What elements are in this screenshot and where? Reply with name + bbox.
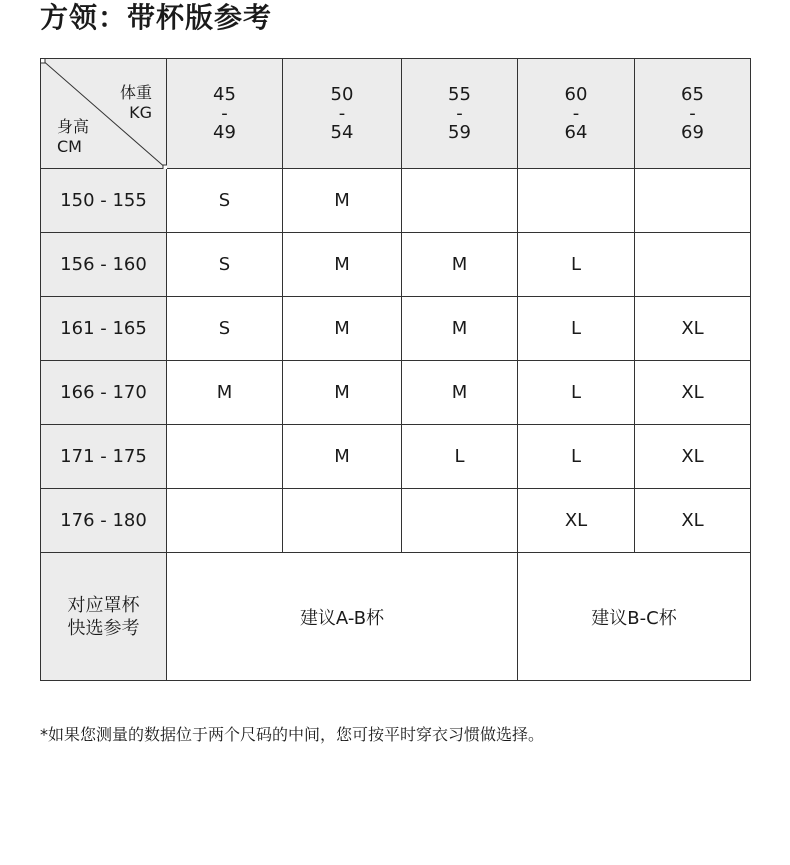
- size-cell: M: [283, 169, 402, 233]
- size-cell: M: [402, 233, 518, 297]
- height-range-cell: 166 - 170: [41, 361, 167, 425]
- cup-quick-reference-label: [41, 553, 167, 681]
- weight-range-header: [402, 59, 518, 169]
- weight-range-sep: -: [456, 103, 463, 124]
- weight-range-header: [167, 59, 283, 169]
- size-cell: M: [283, 233, 402, 297]
- weight-unit: KG: [129, 103, 152, 122]
- size-cell: L: [402, 425, 518, 489]
- size-cell: [635, 169, 751, 233]
- weight-label: 体重: [119, 83, 152, 102]
- height-header: [57, 117, 89, 157]
- corner-header-cell: [41, 59, 167, 169]
- weight-range-sep: -: [689, 103, 696, 124]
- page-title: 方领：带杯版参考: [40, 1, 273, 34]
- height-range-cell: 156 - 160: [41, 233, 167, 297]
- size-cell: M: [283, 361, 402, 425]
- cup-suggestion-row: [41, 553, 751, 681]
- cup-suggestion-bc: 建议B-C杯: [518, 553, 751, 681]
- table-row: [41, 425, 751, 489]
- weight-range-to: 64: [564, 122, 588, 143]
- size-cell: S: [167, 297, 283, 361]
- weight-range-to: 54: [330, 122, 354, 143]
- size-cell: [283, 489, 402, 553]
- size-cell: XL: [635, 489, 751, 553]
- size-cell: L: [518, 233, 635, 297]
- table-row: [41, 169, 751, 233]
- height-unit: CM: [57, 137, 82, 156]
- size-cell: [167, 425, 283, 489]
- size-cell: M: [167, 361, 283, 425]
- table-row: [41, 297, 751, 361]
- weight-range-to: 69: [681, 122, 704, 143]
- height-range-cell: 150 - 155: [41, 169, 167, 233]
- weight-range-from: 45: [213, 84, 236, 105]
- weight-range-to: 49: [213, 122, 236, 143]
- weight-range-from: 60: [564, 84, 588, 105]
- size-cell: S: [167, 233, 283, 297]
- size-cell: M: [283, 297, 402, 361]
- height-range-cell: 171 - 175: [41, 425, 167, 489]
- size-cell: [167, 489, 283, 553]
- table-row: [41, 233, 751, 297]
- height-label: 身高: [57, 117, 90, 136]
- resize-handle-top-left: [41, 59, 45, 63]
- weight-range-sep: -: [221, 103, 228, 124]
- size-cell: L: [518, 361, 635, 425]
- size-chart-table: [40, 58, 751, 681]
- size-cell: XL: [635, 425, 751, 489]
- height-range-cell: 176 - 180: [41, 489, 167, 553]
- weight-range-to: 59: [448, 122, 471, 143]
- table-row: [41, 489, 751, 553]
- size-cell: [518, 169, 635, 233]
- weight-range-header: [635, 59, 751, 169]
- size-cell: L: [518, 297, 635, 361]
- size-cell: M: [283, 425, 402, 489]
- size-cell: XL: [635, 297, 751, 361]
- cup-label-line1: 对应罩杯: [67, 594, 140, 616]
- cup-label-line2: 快选参考: [67, 617, 140, 639]
- height-range-cell: 161 - 165: [41, 297, 167, 361]
- table-row: [41, 361, 751, 425]
- weight-range-from: 50: [330, 84, 354, 105]
- size-cell: [635, 233, 751, 297]
- weight-range-header: [518, 59, 635, 169]
- weight-range-sep: -: [572, 103, 580, 124]
- weight-range-from: 65: [681, 84, 704, 105]
- cup-suggestion-ab: 建议A-B杯: [167, 553, 518, 681]
- size-cell: XL: [635, 361, 751, 425]
- size-cell: XL: [518, 489, 635, 553]
- resize-handle-bottom-right: [163, 165, 167, 169]
- size-cell: L: [518, 425, 635, 489]
- footnote: *如果您测量的数据位于两个尺码的中间，您可按平时穿衣习惯做选择。: [40, 725, 545, 744]
- size-cell: [402, 169, 518, 233]
- weight-range-from: 55: [448, 84, 471, 105]
- size-cell: M: [402, 361, 518, 425]
- size-cell: M: [402, 297, 518, 361]
- weight-range-header: [283, 59, 402, 169]
- weight-range-sep: -: [338, 103, 346, 124]
- weight-header: [120, 83, 152, 123]
- size-cell: [402, 489, 518, 553]
- size-cell: S: [167, 169, 283, 233]
